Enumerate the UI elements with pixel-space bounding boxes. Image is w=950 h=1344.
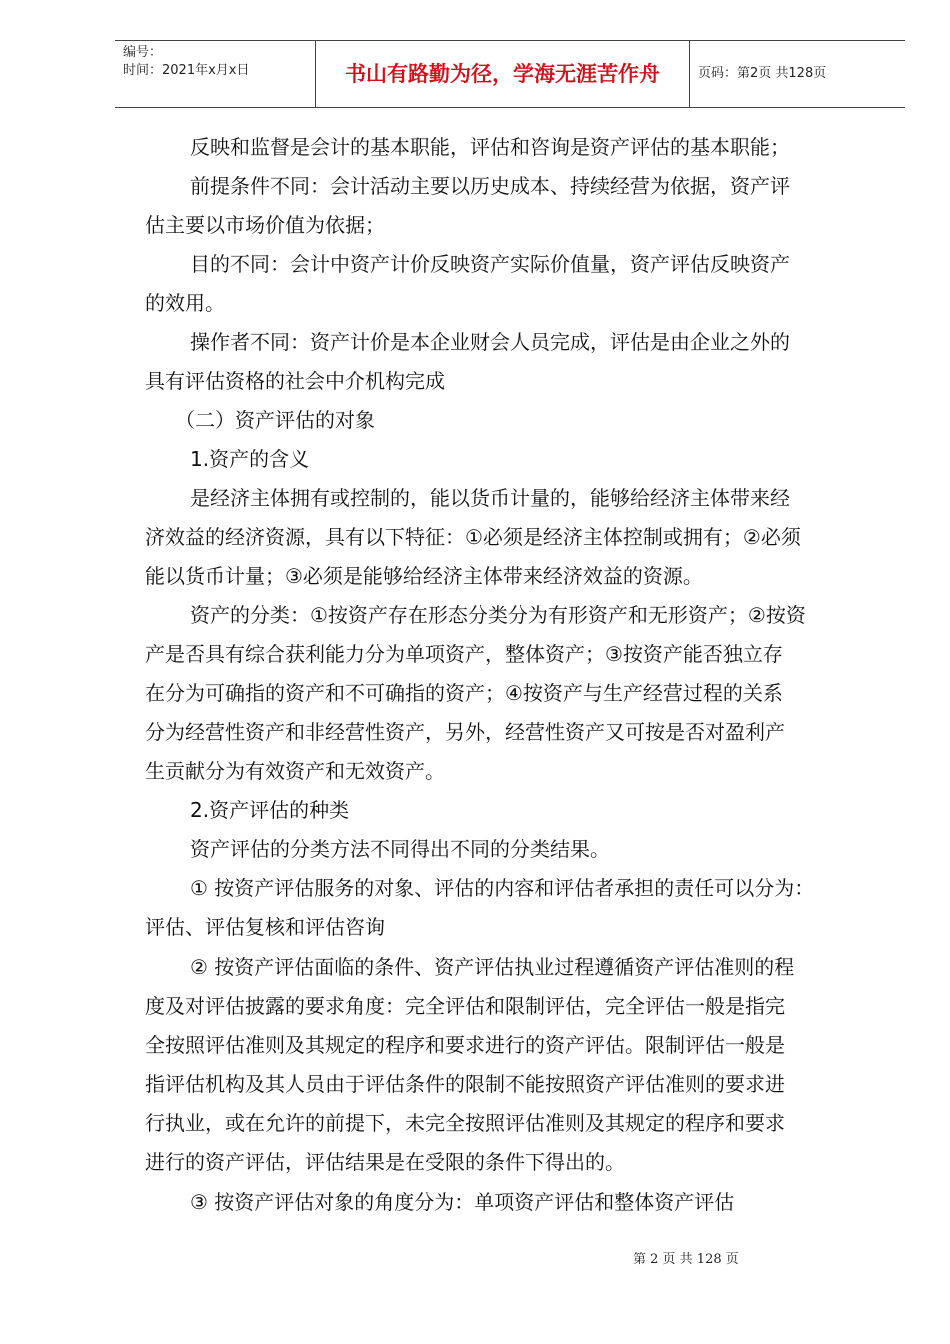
text-line: 是经济主体拥有或控制的，能以货币计量的，能够给经济主体带来经 (190, 486, 790, 510)
page-header (115, 40, 905, 108)
text-line: 进行的资产评估，评估结果是在受限的条件下得出的。 (145, 1150, 625, 1174)
header-motto: 书山有路勤为径，学海无涯苦作舟 (316, 41, 690, 107)
text-line: ② 按资产评估面临的条件、资产评估执业过程遵循资产评估准则的程 (190, 955, 795, 979)
header-page-label: 页码：第2页 共128页 (698, 66, 827, 81)
section-heading: （二）资产评估的对象 (175, 408, 375, 432)
text-line: 全按照评估准则及其规定的程序和要求进行的资产评估。限制评估一般是 (145, 1033, 785, 1057)
doc-time-label: 时间：2021年x月x日 (123, 63, 250, 78)
text-line: 生贡献分为有效资产和无效资产。 (145, 759, 445, 783)
text-line: 操作者不同：资产计价是本企业财会人员完成，评估是由企业之外的 (190, 330, 790, 354)
text-line: 分为经营性资产和非经营性资产，另外，经营性资产又可按是否对盈利产 (145, 720, 785, 744)
text-line: 具有评估资格的社会中介机构完成 (145, 369, 445, 393)
text-line: 目的不同：会计中资产计价反映资产实际价值量，资产评估反映资产 (190, 252, 790, 276)
text-line: 的效用。 (145, 291, 225, 315)
text-line: 行执业，或在允许的前提下，未完全按照评估准则及其规定的程序和要求 (145, 1111, 785, 1135)
text-line: 度及对评估披露的要求角度：完全评估和限制评估，完全评估一般是指完 (145, 994, 785, 1018)
text-line: 济效益的经济资源，具有以下特征：①必须是经济主体控制或拥有；②必须 (145, 525, 801, 549)
doc-id-label: 编号： (123, 45, 163, 60)
page-footer: 第 2 页 共 128 页 (633, 1252, 739, 1267)
text-line: 前提条件不同：会计活动主要以历史成本、持续经营为依据，资产评 (190, 174, 790, 198)
text-line: 指评估机构及其人员由于评估条件的限制不能按照资产评估准则的要求进 (145, 1072, 785, 1096)
text-line: 反映和监督是会计的基本职能，评估和咨询是资产评估的基本职能； (190, 135, 790, 159)
text-line: 资产评估的分类方法不同得出不同的分类结果。 (190, 837, 610, 861)
text-line: ① 按资产评估服务的对象、评估的内容和评估者承担的责任可以分为： (190, 876, 815, 900)
text-line: 资产的分类：①按资产存在形态分类分为有形资产和无形资产；②按资 (190, 603, 806, 627)
header-meta (115, 41, 316, 107)
subsection-heading: 1.资产的含义 (190, 447, 310, 471)
text-line: 能以货币计量；③必须是能够给经济主体带来经济效益的资源。 (145, 564, 703, 588)
text-line: 在分为可确指的资产和不可确指的资产；④按资产与生产经营过程的关系 (145, 681, 783, 705)
subsection-heading: 2.资产评估的种类 (190, 798, 350, 822)
text-line: 评估、评估复核和评估咨询 (145, 915, 385, 939)
text-line: ③ 按资产评估对象的角度分为：单项资产评估和整体资产评估 (190, 1190, 735, 1214)
text-line: 产是否具有综合获利能力分为单项资产，整体资产；③按资产能否独立存 (145, 642, 783, 666)
text-line: 估主要以市场价值为依据； (145, 213, 385, 237)
